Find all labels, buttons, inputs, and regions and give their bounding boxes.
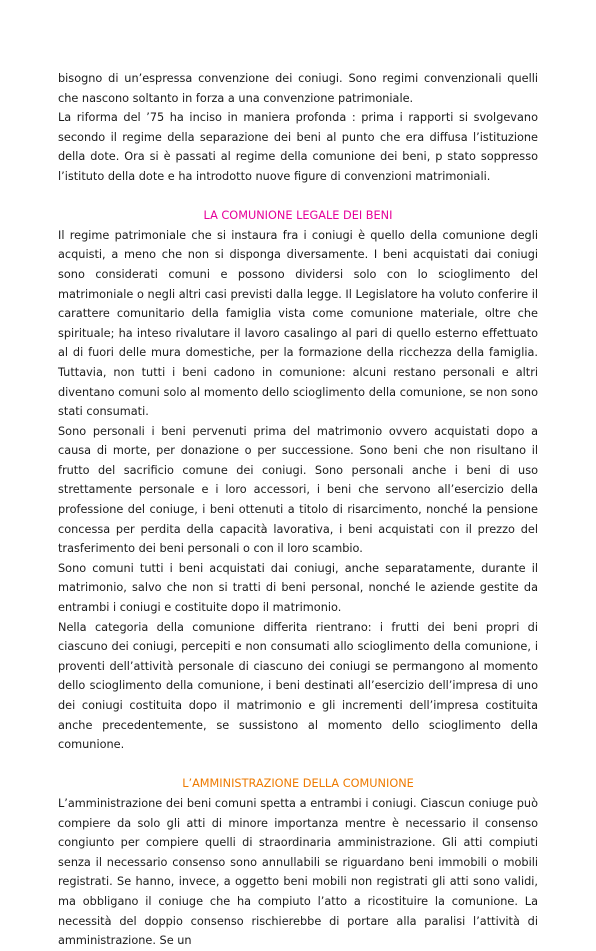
section1-paragraph-4: Nella categoria della comunione differita rientrano: i frutti dei beni propri di ciascuno dei coniugi, percepiti e non consumati allo scioglimento della comunione, i proventi dell’attività personale di ciascuno dei coniugi se permangono al momento dello scioglimento della comunione, i beni destinati all’esercizio dell’impresa di uno dei coniugi costituita dopo il matrimonio e gli incrementi dell’impresa costituita anche precedentemente, se sussistono al momento dello scioglimento della comunione. xyxy=(58,620,538,752)
section1-paragraph-3: Sono comuni tutti i beni acquistati dai coniugi, anche separatamente, durante il matrimonio, salvo che non si tratti di beni personal, nonché le aziende gestite da entrambi i coniugi e costituite dopo il matrimonio. xyxy=(58,561,538,615)
section1-paragraph-2: Sono personali i beni pervenuti prima del matrimonio ovvero acquistati dopo a causa di morte, per donazione o per successione. Sono beni che non risultano il frutto del sacrificio comune dei coniugi. Sono personali anche i beni di uso strettamente personale e i loro accessori, i beni che servono all’esercizio della professione del coniuge, i beni ottenuti a titolo di risarcimento, nonché la pensione concessa per perdita della capacità lavorativa, i beni acquistati con il prezzo del trasferimento dei beni personali o con il loro scambio. xyxy=(58,424,538,556)
section-heading-comunione-legale: LA COMUNIONE LEGALE DEI BENI xyxy=(203,209,393,223)
section-heading-amministrazione: L’AMMINISTRAZIONE DELLA COMUNIONE xyxy=(182,777,414,791)
section1-paragraph-1: Il regime patrimoniale che si instaura fra i coniugi è quello della comunione degli acquisti, a meno che non si disponga diversamente. I beni acquistati dai coniugi sono considerati comuni e possono dividersi solo con lo scioglimento del matrimoniale o negli altri casi previsti dalla legge. Il Legislatore ha voluto conferire il carattere comunitario della famiglia vista come comunione materiale, oltre che spirituale; ha inteso rivalutare il lavoro casalingo al pari di quello esterno effettuato al di fuori delle mura domestiche, per la formazione della ricchezza della famiglia. Tuttavia, non tutti i beni cadono in comunione: alcuni restano personali e altri diventano comuni solo al momento dello scioglimento della comunione, se non sono stati consumati. xyxy=(58,228,538,419)
intro-paragraph-2: La riforma del ’75 ha inciso in maniera profonda : prima i rapporti si svolgevano secondo il regime della separazione dei beni al punto che era diffusa l’istituzione della dote. Ora si è passati al regime della comunione dei beni, p stato soppresso l’istituto della dote e ha introdotto nuove figure di convenzioni matrimoniali. xyxy=(58,111,538,183)
section2-paragraph-1: L’amministrazione dei beni comuni spetta a entrambi i coniugi. Ciascun coniuge può compiere da solo gli atti di minore importanza mentre è necessario il consenso congiunto per compiere quelli di straordinaria amministrazione. Gli atti compiuti senza il necessario consenso sono annullabili se riguardano beni immobili o mobili registrati. Se hanno, invece, a oggetto beni mobili non registrati gli atti sono validi, ma obbligano il coniuge che ha compiuto l’atto a ricostituire la comunione. La necessità del doppio consenso rischierebbe di portare alla paralisi l’attività di amministrazione. Se un xyxy=(58,796,538,948)
intro-paragraph-1: bisogno di un’espressa convenzione dei coniugi. Sono regimi convenzionali quelli che nascono soltanto in forza a una convenzione patrimoniale. xyxy=(58,72,538,105)
